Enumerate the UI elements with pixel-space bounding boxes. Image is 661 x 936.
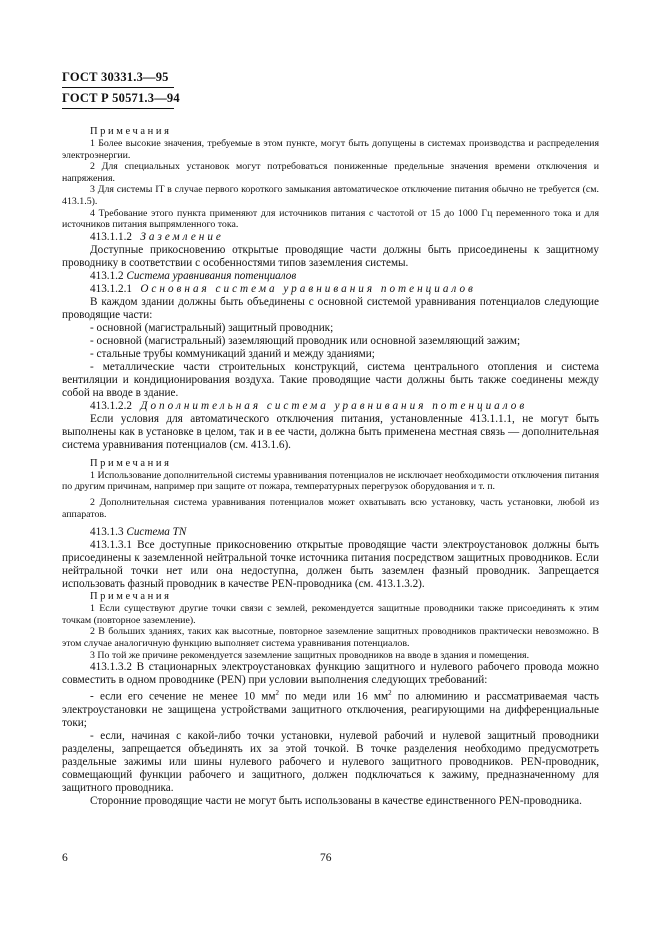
note-item: 3 Для системы IT в случае первого короткого замыкания автоматическое отключение питания обычно не требуется (см. 413.1.5). <box>62 184 599 207</box>
list-item: - основной (магистральный) заземляющий проводник или основной заземляющий зажим; <box>90 334 521 347</box>
note-item: 1 Более высокие значения, требуемые в этом пункте, могут быть допущены в системах производства и распределения электроэнергии. <box>62 138 599 161</box>
note-item: 3 По той же причине рекомендуется заземление защитных проводников на вводе в здания и помещения. <box>90 649 530 661</box>
superscript-2: 2 <box>388 689 392 698</box>
header-rule-1 <box>62 87 174 88</box>
section-title: Система TN <box>126 526 187 539</box>
section-title: Заземление <box>140 230 224 243</box>
note-item: 1 Если существуют другие точки связи с землей, рекомендуется защитные проводники также присоединять к этим точкам (повторное заземление). <box>62 603 599 626</box>
section-number: 413.1.2.2 <box>90 399 132 412</box>
section-heading-41312 <box>62 270 599 283</box>
section-title: Система уравнивания потенциалов <box>126 269 297 282</box>
paragraph-additional: Если условия для автоматического отключения питания, установленные 413.1.1.1, не могут быть выполнены как в установке в целом, так и в ее части, должна быть применена местная связь — дополнительная система уравнивания потенциалов (см. 413.1.6). <box>62 412 599 451</box>
section-number: 413.1.2.1 <box>90 282 132 295</box>
req1-text-c: по алюминию и рассматриваемая часть электроустановки не защищена устройствами защитного отключения, реагирующими на дифференциальные токи; <box>62 690 599 729</box>
requirement-2: - если, начиная с какой-либо точки установки, нулевой рабочий и нулевой защитный проводники разделены, запрещается объединять их за этой точкой. В точке разделения необходимо предусмотреть раздельные зажимы или шины нулевого рабочего и нулевого защитного проводников. PEN-проводник, совмещающий функции рабочего и защитного, должен подключаться к зажиму, предназначенному для защитного проводника. <box>62 729 599 794</box>
superscript-2: 2 <box>275 689 279 698</box>
note-item: 1 Использование дополнительной системы уравнивания потенциалов не исключает необходимости отключения питания по другим причинам, например при защите от пожара, температурных перегрузок оборудования и т. п. <box>62 469 599 493</box>
paragraph-main-intro: В каждом здании должны быть объединены с основной системой уравнивания потенциалов следующие проводящие части: <box>62 295 599 321</box>
list-item: - стальные трубы коммуникаций зданий и между зданиями; <box>90 347 375 360</box>
section-heading-41313 <box>62 526 599 539</box>
note-item: 4 Требование этого пункта применяют для источников питания с частотой от 15 до 1000 Гц переменного тока и для источников питания выпрямленного тока. <box>62 207 599 231</box>
notes-heading-3: Примечания <box>90 591 172 603</box>
section-heading-413121 <box>62 283 599 296</box>
page-center-number: 76 <box>320 852 332 864</box>
section-title: Основная система уравнивания потенциалов <box>140 282 476 295</box>
section-heading-413112 <box>62 231 599 244</box>
list-item: - металлические части строительных конструкций, система центрального отопления и система вентиляции и кондиционирования воздуха. Такие проводящие части должны быть также соединены между собой на вводе в здание. <box>62 360 599 399</box>
req1-text-a: - если его сечение не менее 10 мм <box>90 690 276 703</box>
requirement-1 <box>62 687 599 730</box>
notes-heading-1: Примечания <box>90 126 172 137</box>
standard-code-primary: ГОСТ 30331.3—95 <box>62 70 169 84</box>
paragraph-zazemlenie: Доступные прикосновению открытые проводящие части должны быть присоединены к защитному проводнику в соответствии с особенностями типов заземления системы. <box>62 243 599 269</box>
note-item: 2 Дополнительная система уравнивания потенциалов может охватывать всю установку, часть установки, любой из аппаратов. <box>62 496 599 520</box>
list-item: - основной (магистральный) защитный проводник; <box>90 321 334 334</box>
section-number: 413.1.3 <box>90 526 124 539</box>
notes-heading-2: Примечания <box>90 457 172 469</box>
req1-text-b: по меди или 16 мм <box>278 690 389 703</box>
header-rule-2 <box>62 108 174 109</box>
document-body <box>62 126 599 808</box>
paragraph-413132: 413.1.3.2 В стационарных электроустановках функцию защитного и нулевого рабочего провода можно совместить в одном проводнике (PEN) при условии выполнения следующих требований: <box>62 661 599 687</box>
section-heading-413122 <box>62 400 599 413</box>
section-title: Дополнительная система уравнивания потенциалов <box>140 399 528 412</box>
note-item: 2 В больших зданиях, таких как высотные, повторное заземление защитных проводников практически невозможно. В этом случае аналогичную функцию выполняет система уравнивания потенциалов. <box>62 626 599 649</box>
section-number: 413.1.2 <box>90 269 124 282</box>
paragraph-413131: 413.1.3.1 Все доступные прикосновению открытые проводящие части электроустановок должны быть присоединены к заземленной нейтральной точке источника питания посредством защитных проводников. Если нейтральной точки нет или она недоступна, должен быть заземлен фазный проводник. Запрещается использовать фазный проводник в качестве PEN-проводника (см. 413.1.3.2). <box>62 539 599 591</box>
note-item: 2 Для специальных установок могут потребоваться пониженные предельные значения времени отключения и напряжения. <box>62 161 599 184</box>
page-number: 6 <box>62 852 68 864</box>
paragraph-last: Сторонние проводящие части не могут быть использованы в качестве единственного PEN-проводника. <box>90 794 582 807</box>
section-number: 413.1.1.2 <box>90 230 132 243</box>
standard-code-secondary: ГОСТ Р 50571.3—94 <box>62 91 180 105</box>
